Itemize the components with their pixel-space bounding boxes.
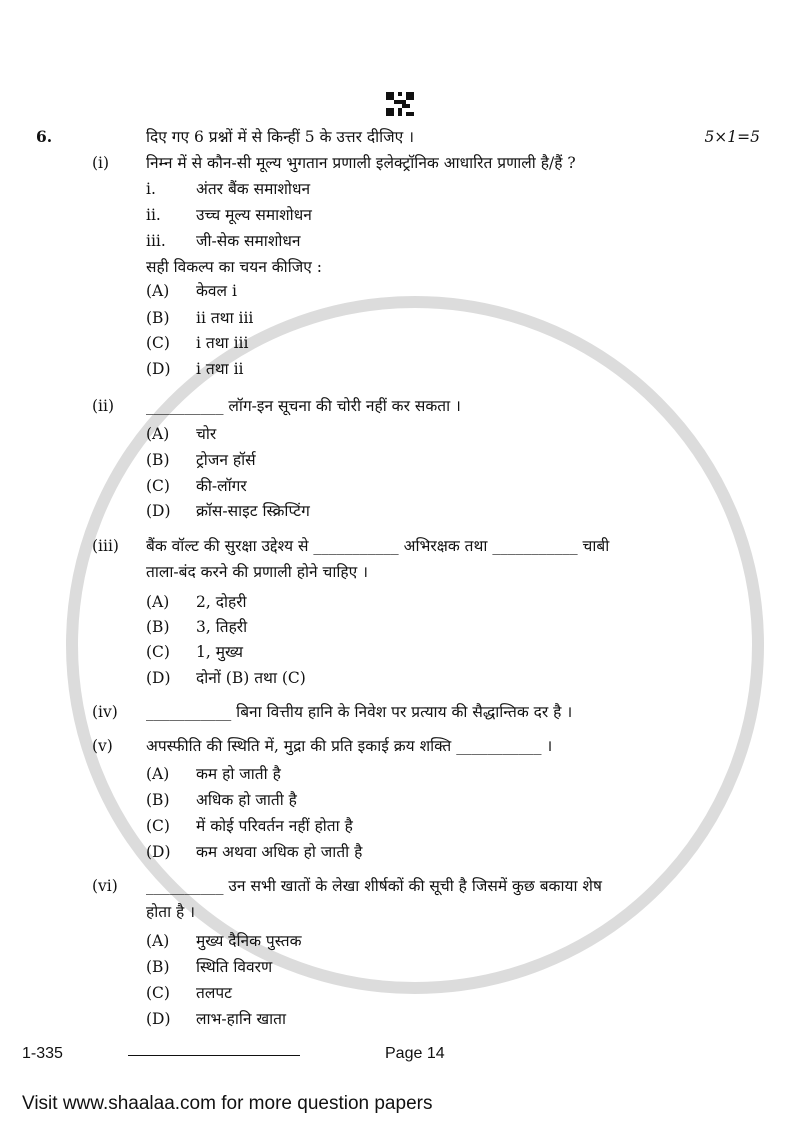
- option-text: 3, तिहरी: [196, 618, 248, 636]
- option-label: (D): [146, 502, 171, 520]
- option-label: (D): [146, 843, 171, 861]
- statement-label: iii.: [146, 232, 166, 250]
- option-label: (B): [146, 958, 170, 976]
- option-text: ट्रोजन हॉर्स: [196, 451, 256, 469]
- option-text: अधिक हो जाती है: [196, 791, 297, 809]
- statement-text: उच्च मूल्य समाशोधन: [196, 206, 312, 224]
- option-label: (B): [146, 309, 170, 327]
- option-label: (B): [146, 618, 170, 636]
- option-label: (C): [146, 334, 170, 352]
- option-label: (A): [146, 282, 170, 300]
- option-text: तलपट: [196, 984, 232, 1002]
- option-label: (A): [146, 425, 170, 443]
- option-text: कम अथवा अधिक हो जाती है: [196, 843, 363, 861]
- choose-prompt: सही विकल्प का चयन कीजिए :: [146, 258, 322, 276]
- subquestion-text: __________ लॉग-इन सूचना की चोरी नहीं कर सकता ।: [146, 397, 461, 415]
- option-text: केवल i: [196, 282, 237, 300]
- page-number: Page 14: [385, 1045, 445, 1062]
- option-label: (D): [146, 669, 171, 687]
- question-number: 6.: [36, 127, 53, 146]
- option-label: (D): [146, 360, 171, 378]
- visit-link[interactable]: Visit www.shaalaa.com for more question papers: [22, 1093, 433, 1114]
- option-label: (D): [146, 1010, 171, 1028]
- option-label: (B): [146, 791, 170, 809]
- subquestion-text: अपस्फीति की स्थिति में, मुद्रा की प्रति इकाई क्रय शक्ति ___________ ।: [146, 737, 553, 755]
- subquestion-text: __________ उन सभी खातों के लेखा शीर्षकों की सूची है जिसमें कुछ बकाया शेष: [146, 877, 602, 895]
- qr-code-icon: [386, 92, 414, 116]
- subquestion-text: बैंक वॉल्ट की सुरक्षा उद्देश्य से ___________ अभिरक्षक तथा ___________ चाबी: [146, 537, 610, 555]
- statement-text: जी-सेक समाशोधन: [196, 232, 301, 250]
- statement-label: ii.: [146, 206, 161, 224]
- statement-label: i.: [146, 180, 156, 198]
- option-text: में कोई परिवर्तन नहीं होता है: [196, 817, 353, 835]
- subquestion-label: (iii): [92, 537, 119, 555]
- option-label: (A): [146, 932, 170, 950]
- subquestion-text: ___________ बिना वित्तीय हानि के निवेश पर प्रत्याय की सैद्धान्तिक दर है ।: [146, 703, 573, 721]
- option-text: 1, मुख्य: [196, 643, 244, 661]
- option-text: मुख्य दैनिक पुस्तक: [196, 932, 302, 950]
- option-text: दोनों (B) तथा (C): [196, 669, 306, 687]
- subquestion-text: होता है ।: [146, 903, 196, 921]
- option-text: ii तथा iii: [196, 309, 254, 327]
- subquestion-label: (v): [92, 737, 113, 755]
- option-label: (B): [146, 451, 170, 469]
- option-label: (C): [146, 643, 170, 661]
- option-text: चोर: [196, 425, 217, 443]
- question-marks: 5×1=5: [704, 128, 760, 146]
- paper-code: 1-335: [22, 1045, 63, 1062]
- subquestion-label: (iv): [92, 703, 118, 721]
- option-text: 2, दोहरी: [196, 593, 247, 611]
- question-instruction: दिए गए 6 प्रश्नों में से किन्हीं 5 के उत्तर दीजिए ।: [146, 128, 415, 146]
- subquestion-label: (vi): [92, 877, 118, 895]
- option-text: की-लॉगर: [196, 477, 247, 495]
- statement-text: अंतर बैंक समाशोधन: [196, 180, 311, 198]
- option-text: i तथा ii: [196, 360, 244, 378]
- option-text: लाभ-हानि खाता: [196, 1010, 286, 1028]
- option-label: (C): [146, 817, 170, 835]
- subquestion-label: (i): [92, 154, 110, 172]
- option-label: (C): [146, 477, 170, 495]
- option-text: i तथा iii: [196, 334, 249, 352]
- subquestion-label: (ii): [92, 397, 115, 415]
- option-label: (A): [146, 765, 170, 783]
- option-label: (C): [146, 984, 170, 1002]
- option-text: कम हो जाती है: [196, 765, 281, 783]
- footer-rule: [128, 1055, 300, 1056]
- subquestion-text: ताला-बंद करने की प्रणाली होने चाहिए ।: [146, 563, 368, 581]
- option-text: क्रॉस-साइट स्क्रिप्टिंग: [196, 502, 310, 520]
- option-text: स्थिति विवरण: [196, 958, 273, 976]
- subquestion-text: निम्न में से कौन-सी मूल्य भुगतान प्रणाली इलेक्ट्रॉनिक आधारित प्रणाली है/हैं ?: [146, 154, 576, 172]
- option-label: (A): [146, 593, 170, 611]
